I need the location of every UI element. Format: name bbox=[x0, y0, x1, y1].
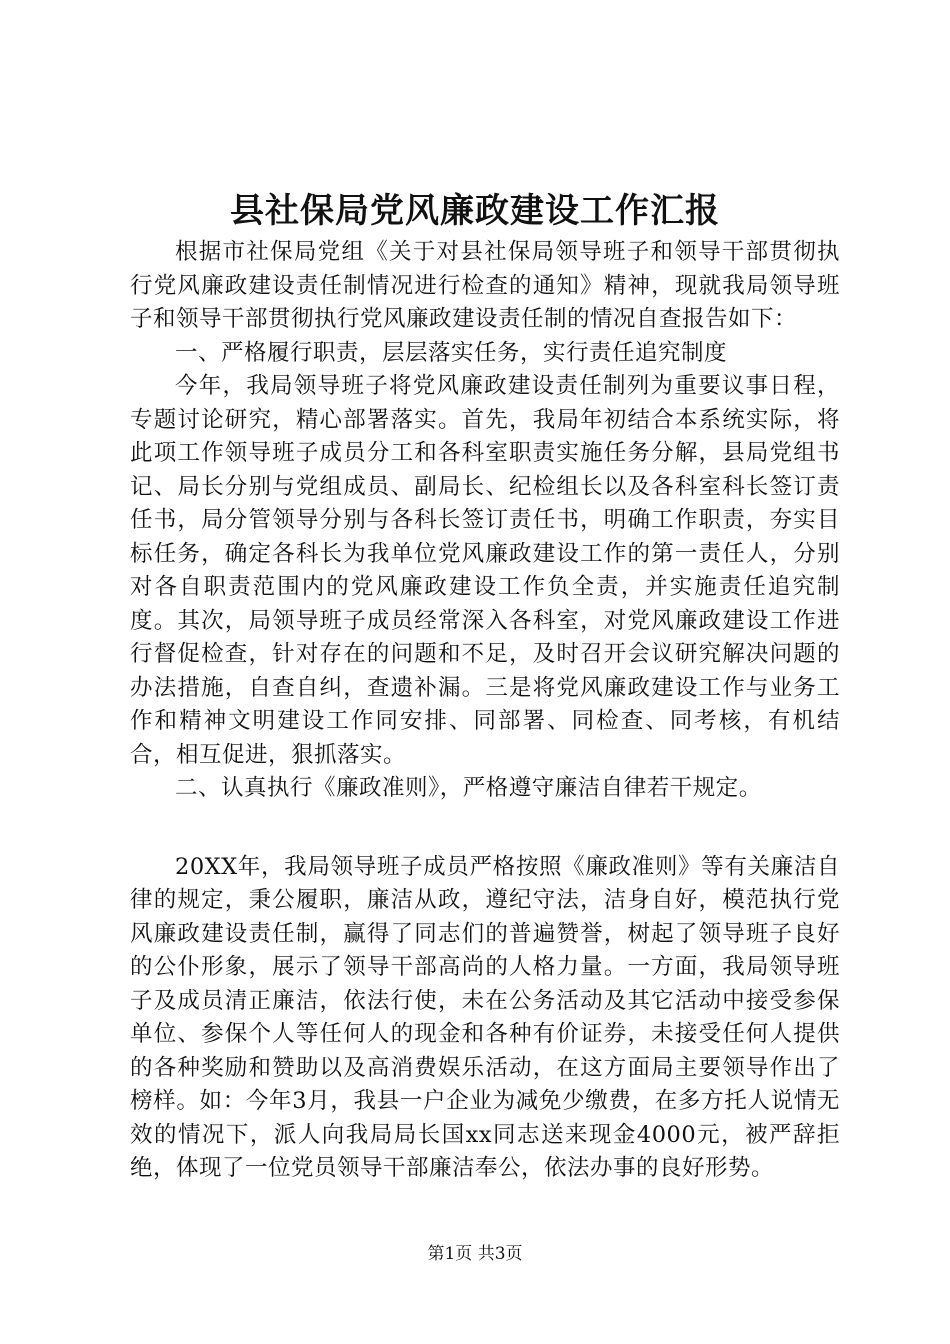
blank-line bbox=[130, 806, 840, 851]
intro-paragraph: 根据市社保局党组《关于对县社保局领导班子和领导干部贯彻执行党风廉政建设责任制情况进行检查的通知》精神，现就我局领导班子和领导干部贯彻执行党风廉政建设责任制的情况自查报告如下： bbox=[130, 239, 840, 332]
section-2-paragraph: 20XX年，我局领导班子成员严格按照《廉政准则》等有关廉洁自律的规定，秉公履职，廉洁从政，遵纪守法，洁身自好，模范执行党风廉政建设责任制，赢得了同志们的普遍赞誉，树起了领导班子良好的公仆形象，展示了领导干部高尚的人格力量。一方面，我局领导班子及成员清正廉洁，依法行使，未在公务活动及其它活动中接受参保单位、参保个人等任何人的现金和各种有价证券，未接受任何人提供的各种奖励和赞助以及高消费娱乐活动，在这方面局主要领导作出了榜样。如：今年3月，我县一户企业为减免少缴费，在多方托人说情无效的情况下，派人向我局局长国xx同志送来现金4000元，被严辞拒绝，体现了一位党员领导干部廉洁奉公，依法办事的良好形势。 bbox=[130, 853, 840, 1181]
section-heading-2: 二、认真执行《廉政准则》，严格遵守廉洁自律若干规定。 bbox=[175, 775, 762, 801]
page-footer: 第1页 共3页 bbox=[427, 1244, 523, 1264]
document-body bbox=[130, 236, 840, 1186]
document-title: 县社保局党风廉政建设工作汇报 bbox=[230, 191, 720, 231]
section-heading-1: 一、严格履行职责，层层落实任务，实行责任追究制度 bbox=[175, 339, 728, 366]
section-1-paragraph: 今年，我局领导班子将党风廉政建设责任制列为重要议事日程，专题讨论研究，精心部署落实。首先，我局年初结合本系统实际，将此项工作领导班子成员分工和各科室职责实施任务分解，县局党组书记、局长分别与党组成员、副局长、纪检组长以及各科室科长签订责任书，局分管领导分别与各科长签订责任书，明确工作职责，夯实目标任务，确定各科长为我单位党风廉政建设工作的第一责任人，分别对各自职责范围内的党风廉政建设工作负全责，并实施责任追究制度。其次，局领导班子成员经常深入各科室，对党风廉政建设工作进行督促检查，针对存在的问题和不足，及时召开会议研究解决问题的办法措施，自查自纠，查遗补漏。三是将党风廉政建设工作与业务工作和精神文明建设工作同安排、同部署、同检查、同考核，有机结合，相互促进，狠抓落实。 bbox=[130, 373, 840, 768]
